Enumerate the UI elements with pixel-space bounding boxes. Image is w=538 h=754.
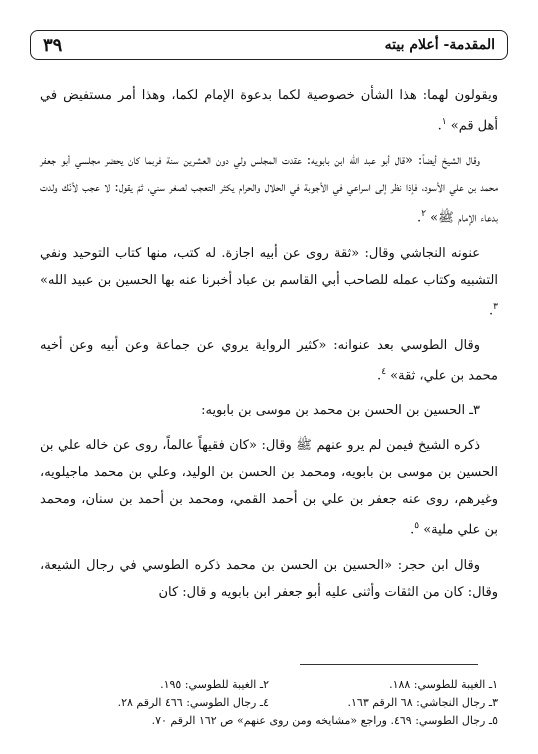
footnote-ref: ٢ — [421, 209, 427, 220]
page-header — [30, 30, 508, 60]
page-number: ٣٩ — [43, 34, 63, 56]
footnote-ref: ٥ — [414, 521, 420, 532]
paragraph: ذكره الشيخ فيمن لم يرو عنهم ﷺ وقال: «كان فقيهاً عالماً، روى عن خاله علي بن الحسين بن موسى بن بابويه، ومحمد بن الحسن بن الوليد، وعلي بن محمد ماجيلويه، وغيرهم، روى عنه جعفر بن علي بن أحمد القمي، ومحمد بن أحمد بن سنان، ومحمد بن علي ملية» $^٥$. — [40, 438, 498, 538]
paragraph: وقال ابن حجر: «الحسين بن الحسن بن محمد ذكره الطوسي في رجال الشيعة، وقال: كان من الثقات وأثنى عليه أبو جعفر ابن بابويه و قال: كان — [40, 557, 498, 600]
paragraph: وقال الشيخ أيضاً: «قال أبو عبد الله ابن بابويه: عقدت المجلس ولي دون العشرين سنة فربما كان يحضر مجلسي أبو جعفر محمد بن علي الأسود، فإذا نظر إلى اسراعي في الأجوبة في الحلال والحرام يكثر التعجب لصغر سني، ثمّ يقول: لا عجب لأنّك ولدت بدعاء الإمام ﷺ» $^٢$. — [40, 153, 498, 226]
paragraph: وقال الطوسي بعد عنوانه: «كثير الرواية يروي عن جماعة وعن أبيه وعن أخيه محمد بن علي، ثقة» $^٤$. — [40, 337, 498, 384]
footnote-row — [40, 694, 498, 712]
footnote-row — [40, 712, 498, 730]
footnote-ref: ٣ — [493, 301, 498, 312]
footnote-3: ٣ـ رجال النجاشي: ٦٨ الرقم ١٦٣. — [347, 696, 498, 709]
footnote-ref: ١ — [441, 117, 447, 127]
footnote-4: ٤ـ رجال الطوسي: ٤٦٦ الرقم ٢٨. — [117, 696, 269, 709]
footnote-2: ٢ـ الغيبة للطوسي: ١٩٥. — [160, 678, 269, 691]
footnotes — [40, 676, 498, 730]
paragraph: ويقولون لهما: هذا الشأن خصوصية لكما بدعوة الإمام لكما، وهذا أمر مستفيض في أهل قم» $^١$. — [40, 88, 498, 134]
footnote-ref: ٤ — [381, 366, 387, 377]
footnote-1: ١ـ الغيبة للطوسي: ١٨٨. — [389, 678, 498, 691]
paragraph: عنونه النجاشي وقال: «ثقة روى عن أبيه اجازة. له كتب، منها كتاب التوحيد ونفي التشبيه وكتاب عمله للصاحب أبي القاسم بن عباد أخبرنا عنه بها الحسين بن عبيد الله» $^٣$. — [40, 245, 498, 318]
footnote-5: ٥ـ رجال الطوسي: ٤٦٩. وراجع «مشايخه ومن روى عنهم» ص ١٦٢ الرقم ٧٠. — [151, 714, 498, 727]
body-text — [40, 82, 498, 614]
footnote-divider — [300, 664, 478, 665]
running-title: المقدمة- أعلام بيته — [384, 37, 495, 53]
footnote-row — [40, 676, 498, 694]
section-heading: ٣ـ الحسين بن الحسن بن محمد بن موسى بن بابويه: — [201, 403, 480, 419]
